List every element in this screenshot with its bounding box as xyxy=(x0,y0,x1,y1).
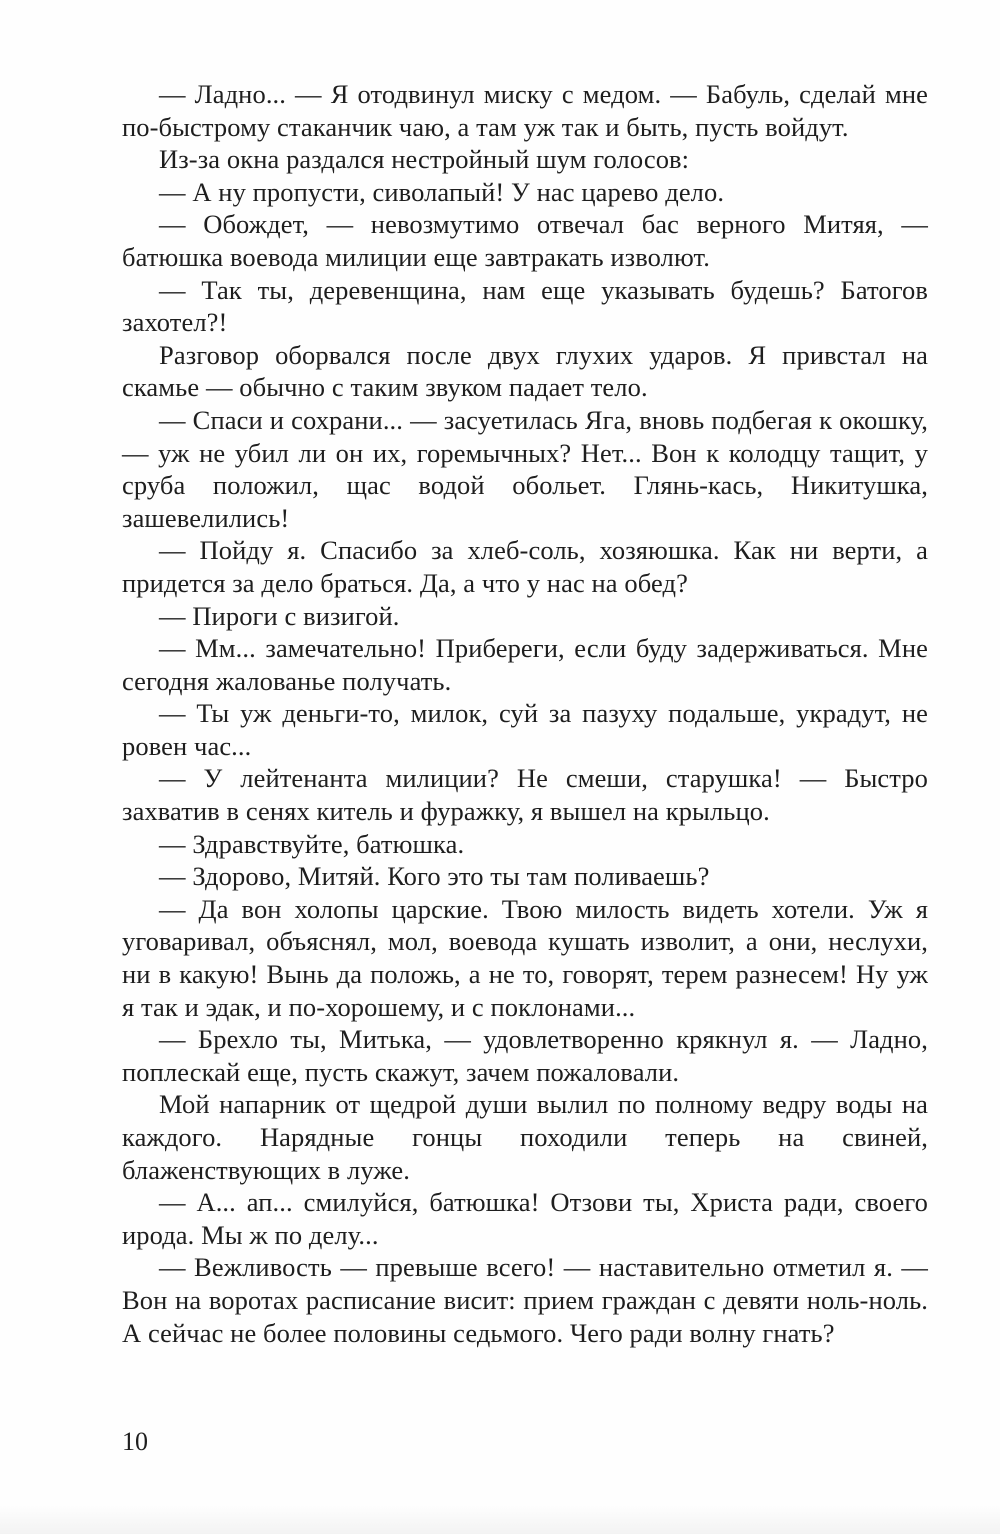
paragraph: — Пойду я. Спасибо за хлеб-соль, хозяюшка. Как ни верти, а придется за дело браться. Да, а что у нас на обед? xyxy=(122,535,928,598)
paragraph: — Вежливость — превыше всего! — наставительно отметил я. — Вон на воротах расписание висит: прием граждан с девяти ноль-ноль. А сейчас не более половины седьмого. Чего ради волну гнать? xyxy=(122,1252,928,1348)
paragraph: Из-за окна раздался нестройный шум голосов: xyxy=(159,144,690,175)
paragraph: — Мм... замечательно! Прибереги, если буду задерживаться. Мне сегодня жалованье получать. xyxy=(122,633,928,696)
page-number: 10 xyxy=(122,1427,148,1456)
page-bottom-edge xyxy=(0,1505,1000,1534)
paragraph: — Брехло ты, Митька, — удовлетворенно крякнул я. — Ладно, поплескай еще, пусть скажут, зачем пожаловали. xyxy=(122,1024,928,1087)
paragraph: — Ладно... — Я отодвинул миску с медом. — Бабуль, сделай мне по-быстрому стаканчик чаю, а там уж так и быть, пусть войдут. xyxy=(122,79,928,142)
paragraph: Мой напарник от щедрой души вылил по полному ведру воды на каждого. Нарядные гонцы походили теперь на свиней, блаженствующих в луже. xyxy=(122,1089,928,1185)
paragraph: — А... ап... смилуйся, батюшка! Отзови ты, Христа ради, своего ирода. Мы ж по делу... xyxy=(122,1187,928,1250)
paragraph: — Так ты, деревенщина, нам еще указывать будешь? Батогов захотел?! xyxy=(122,274,928,338)
paragraph: — Да вон холопы царские. Твою милость видеть хотели. Уж я уговаривал, объяснял, мол, воевода кушать изволит, а они, неслухи, ни в какую! Вынь да положь, а не то, говорят, терем разнесем! Ну уж я так и эдак, и по-хорошему, и с поклонами... xyxy=(122,893,928,1022)
paragraph: — А ну пропусти, сиволапый! У нас царево дело. xyxy=(159,176,725,207)
paragraph: — Обождет, — невозмутимо отвечал бас верного Митяя, — батюшка воевода милиции еще завтракать изволют. xyxy=(122,209,928,272)
paragraph: — Здравствуйте, батюшка. xyxy=(159,828,465,859)
paragraph: Разговор оборвался после двух глухих ударов. Я привстал на скамье — обычно с таким звуком падает тело. xyxy=(122,339,928,403)
paragraph: — У лейтенанта милиции? Не смеши, старушка! — Быстро захватив в сенях китель и фуражку, я вышел на крыльцо. xyxy=(122,763,928,827)
paragraph: — Здорово, Митяй. Кого это ты там поливаешь? xyxy=(159,861,710,892)
page-text xyxy=(122,78,928,1349)
paragraph: — Пироги с визигой. xyxy=(159,600,400,631)
paragraph: — Спаси и сохрани... — засуетилась Яга, вновь подбегая к окошку, — уж не убил ли он их, горемычных? Нет... Вон к колодцу тащит, у сруба положил, щас водой обольет. Глянь-кась, Никитушка, зашевелились! xyxy=(122,404,928,533)
paragraph: — Ты уж деньги-то, милок, суй за пазуху подальше, украдут, не ровен час... xyxy=(122,698,928,761)
